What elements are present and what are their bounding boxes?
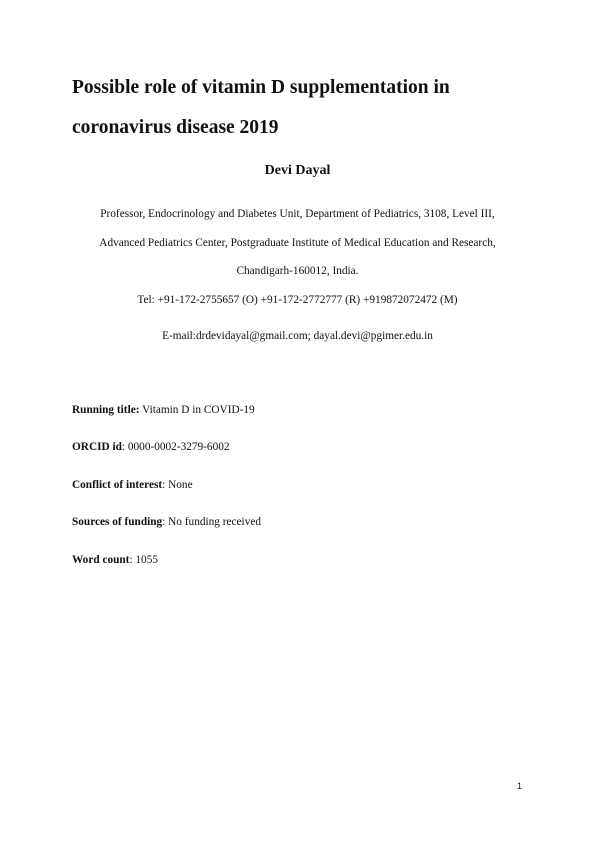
word-count-label: Word count — [72, 554, 130, 566]
conflict-of-interest-value: : None — [162, 479, 193, 491]
word-count-value: : 1055 — [129, 554, 158, 566]
author-name: Devi Dayal — [264, 163, 331, 178]
author-affiliation — [0, 200, 595, 286]
funding-label: Sources of funding — [72, 516, 163, 528]
affiliation-line: Advanced Pediatrics Center, Postgraduate Institute of Medical Education and Research, — [99, 236, 496, 249]
running-title-row — [72, 404, 255, 416]
telephone-line: Tel: +91-172-2755657 (O) +91-172-2772777 (R) +919872072472 (M) — [137, 294, 458, 306]
paper-title: Possible role of vitamin D supplementation in coronavirus disease 2019 — [72, 77, 450, 138]
email-line: E-mail:drdevidayal@gmail.com; dayal.devi@pgimer.edu.in — [162, 330, 433, 342]
funding-row — [72, 516, 261, 528]
conflict-of-interest-row — [72, 479, 193, 491]
running-title-value: Vitamin D in COVID-19 — [139, 404, 255, 416]
affiliation-line: Professor, Endocrinology and Diabetes Unit, Department of Pediatrics, 3108, Level III, — [100, 208, 495, 220]
orcid-label: ORCID id — [72, 441, 122, 453]
orcid-row — [72, 441, 230, 453]
orcid-value: : 0000-0002-3279-6002 — [121, 441, 230, 453]
running-title-label: Running title: — [72, 404, 140, 416]
page-number: 1 — [516, 781, 522, 791]
affiliation-line: Chandigarh-160012, India. — [236, 265, 359, 277]
conflict-of-interest-label: Conflict of interest — [72, 479, 163, 491]
word-count-row — [72, 554, 158, 566]
funding-value: : No funding received — [162, 516, 262, 528]
